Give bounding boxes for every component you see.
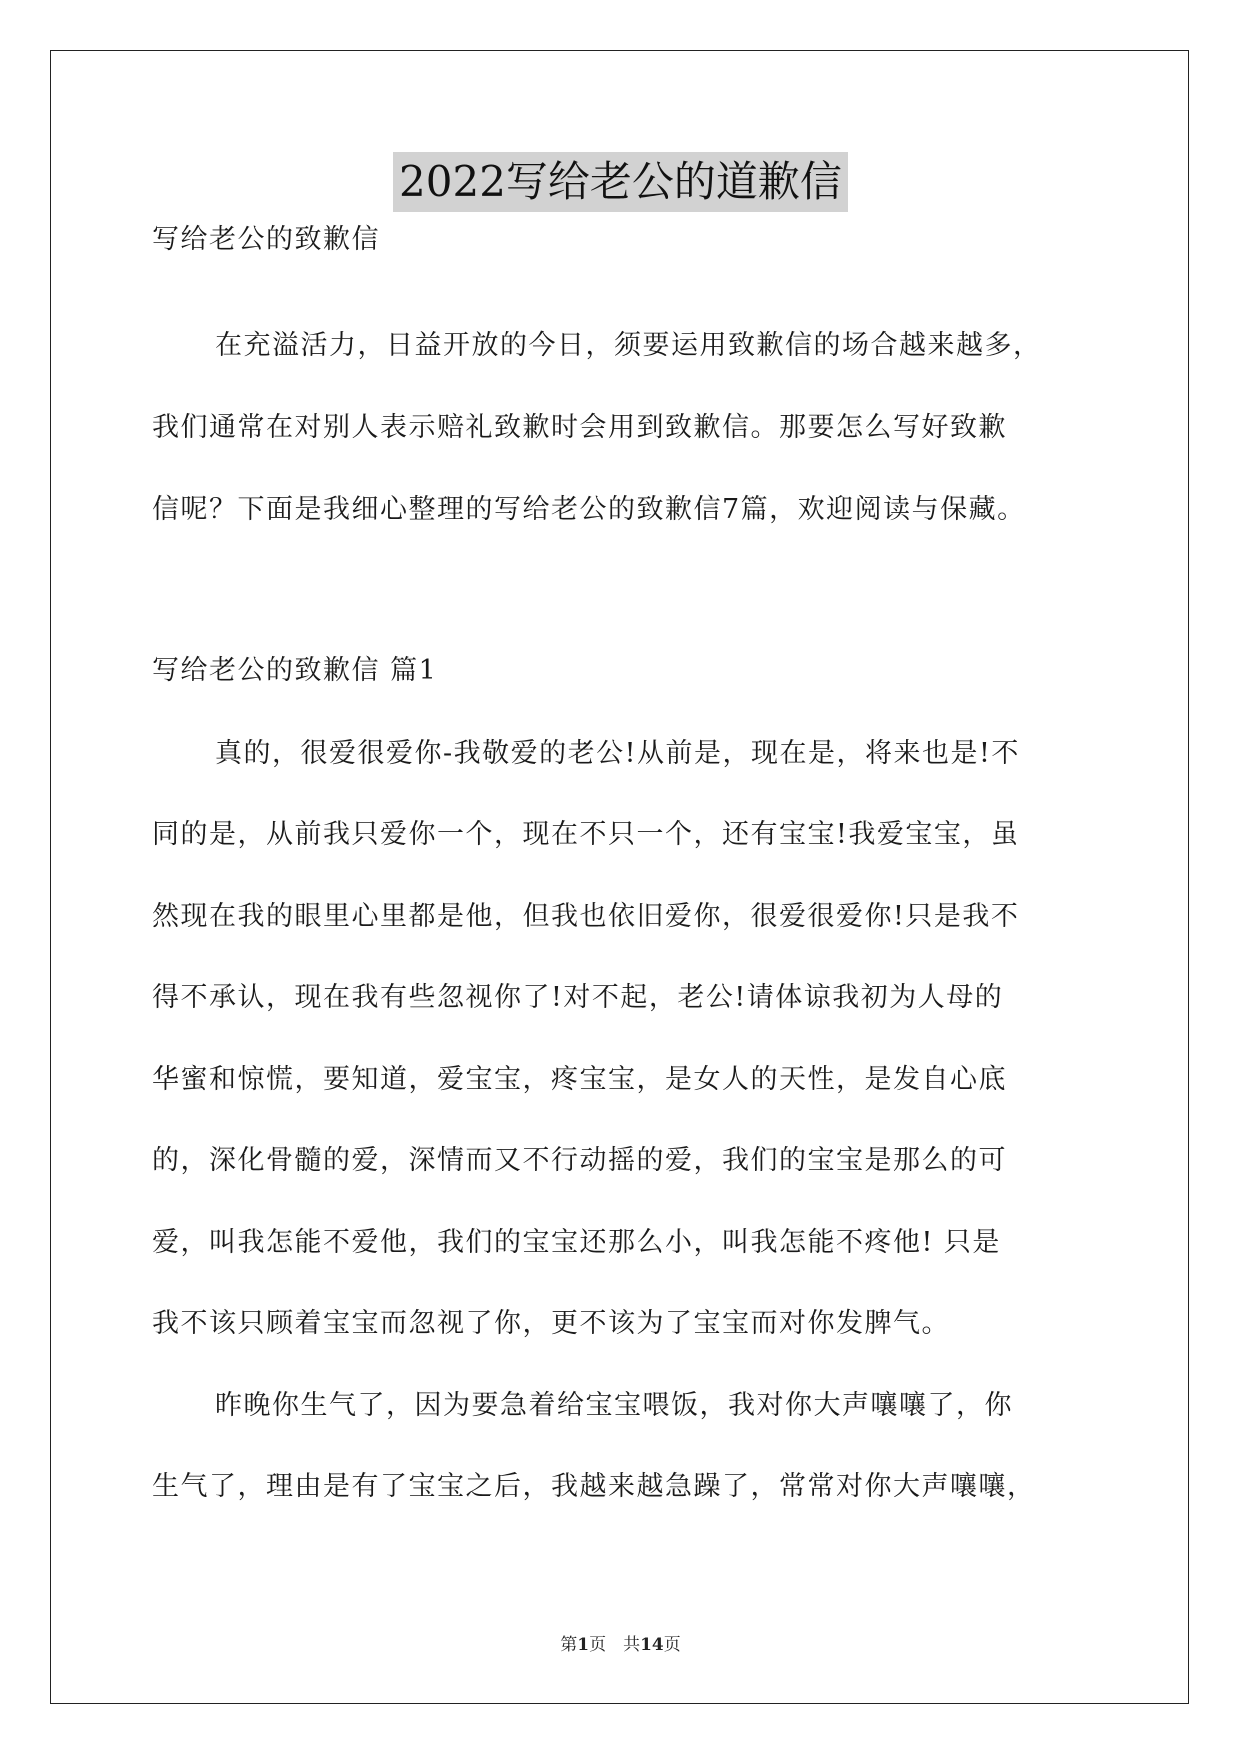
text-line: 写给老公的致歉信 篇1 — [152, 655, 438, 686]
page-footer — [0, 1630, 1241, 1655]
page-border — [50, 50, 1189, 1704]
text-line: 爱，叫我怎能不爱他，我们的宝宝还那么小，叫我怎能不疼他! 只是 — [152, 1227, 1001, 1258]
text-line: 写给老公的致歉信 — [152, 224, 380, 255]
text-line: 生气了，理由是有了宝宝之后，我越来越急躁了，常常对你大声嚷嚷， — [152, 1471, 1036, 1502]
footer-page-number: 1 — [577, 1635, 590, 1655]
text-line: 昨晚你生气了，因为要急着给宝宝喂饭，我对你大声嚷嚷了，你 — [215, 1390, 1013, 1421]
text-line: 我们通常在对别人表示赔礼致歉时会用到致歉信。那要怎么写好致歉 — [152, 412, 1007, 443]
document-title: 2022写给老公的道歉信 — [393, 152, 848, 212]
text-line: 同的是，从前我只爱你一个，现在不只一个，还有宝宝!我爱宝宝，虽 — [152, 819, 1020, 850]
text-line: 的，深化骨髓的爱，深情而又不行动摇的爱，我们的宝宝是那么的可 — [152, 1145, 1007, 1176]
text-line: 得不承认，现在我有些忽视你了!对不起，老公!请体谅我初为人母的 — [152, 982, 1004, 1013]
footer-page-mid: 页 共 — [589, 1635, 641, 1655]
title-container — [0, 152, 1241, 212]
text-line: 真的，很爱很爱你-我敬爱的老公!从前是，现在是，将来也是!不 — [215, 738, 1020, 769]
text-line: 信呢？下面是我细心整理的写给老公的致歉信7篇，欢迎阅读与保藏。 — [152, 494, 1026, 525]
text-line: 我不该只顾着宝宝而忽视了你，更不该为了宝宝而对你发脾气。 — [152, 1308, 950, 1339]
footer-page-prefix: 第 — [560, 1635, 578, 1655]
text-line: 然现在我的眼里心里都是他，但我也依旧爱你，很爱很爱你!只是我不 — [152, 901, 1020, 932]
text-line: 华蜜和惊慌，要知道，爱宝宝，疼宝宝，是女人的天性，是发自心底 — [152, 1064, 1007, 1095]
footer-page-suffix: 页 — [663, 1635, 681, 1655]
footer-total-pages: 14 — [640, 1635, 664, 1655]
text-line: 在充溢活力，日益开放的今日，须要运用致歉信的场合越来越多， — [215, 330, 1042, 361]
